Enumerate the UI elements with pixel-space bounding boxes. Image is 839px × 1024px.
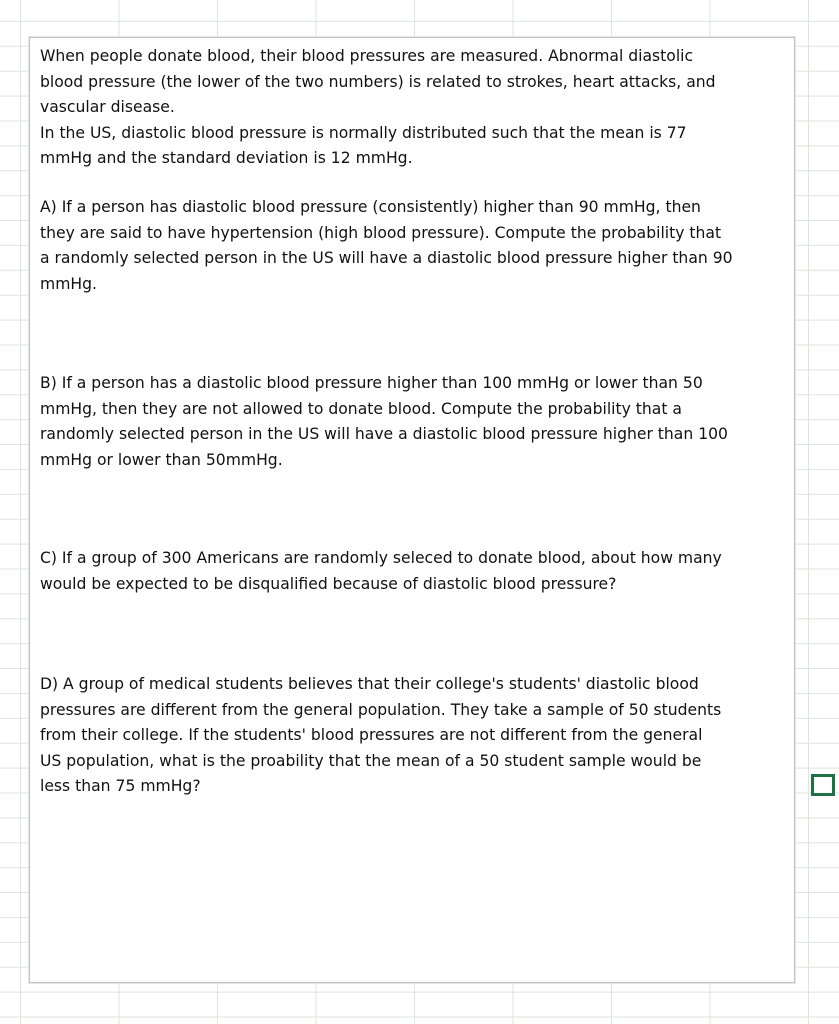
question-d: D) A group of medical students believes that their college's students' diastolic blood pressures are different from the general population. They take a sample of 50 students from their college. If the students' blood pressures are not different from the general US population, what is the proability that the mean of a 50 student sample would be less than 75 mmHg? — [40, 675, 722, 796]
question-c: C) If a group of 300 Americans are randomly seleced to donate blood, about how many would be expected to be disqualified because of diastolic blood pressure? — [40, 549, 722, 593]
text-box[interactable] — [29, 37, 795, 983]
intro-paragraph: When people donate blood, their blood pressures are measured. Abnormal diastolic blood pressure (the lower of the two numbers) is related to strokes, heart attacks, and vascular disease. In the US, diastolic blood pressure is normally distributed such that the mean is 77 mmHg and the standard deviation is 12 mmHg. — [40, 47, 716, 168]
selected-cell[interactable] — [811, 774, 835, 796]
question-b: B) If a person has a diastolic blood pressure higher than 100 mmHg or lower than 50 mmHg, then they are not allowed to donate blood. Compute the probability that a randomly selected person in the US will have a diastolic blood pressure higher than 100 mmHg or lower than 50mmHg. — [40, 374, 728, 469]
question-a: A) If a person has diastolic blood pressure (consistently) higher than 90 mmHg, then they are said to have hypertension (high blood pressure). Compute the probability that a randomly selected person in the US will have a diastolic blood pressure higher than 90 mmHg. — [40, 198, 733, 293]
